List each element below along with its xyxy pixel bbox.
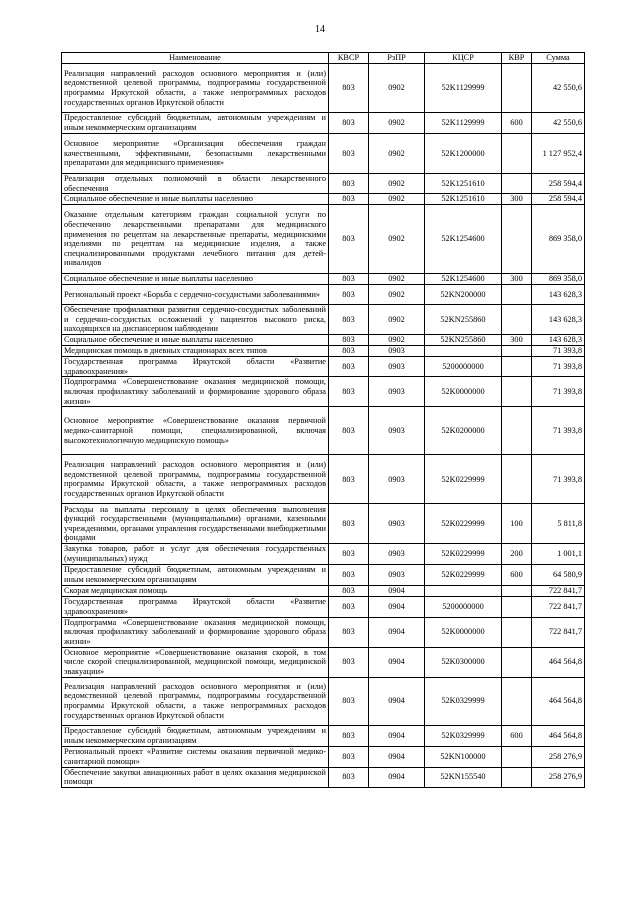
cell-rzpr: 0902: [369, 274, 425, 285]
cell-rzpr: 0904: [369, 596, 425, 617]
cell-kvr: [502, 746, 532, 767]
table-row: [62, 357, 585, 377]
cell-kvr: 600: [502, 725, 532, 746]
cell-kvr: [502, 585, 532, 596]
cell-kvr: [502, 174, 532, 194]
table-row: [62, 746, 585, 767]
table-row: [62, 647, 585, 677]
cell-rzpr: 0904: [369, 746, 425, 767]
cell-kvsr: 803: [329, 596, 369, 617]
cell-kvsr: 803: [329, 767, 369, 787]
cell-kvsr: 803: [329, 725, 369, 746]
cell-kvr: 300: [502, 335, 532, 346]
cell-rzpr: 0902: [369, 64, 425, 113]
cell-sum: 1 127 952,4: [532, 134, 585, 174]
cell-sum: 71 393,8: [532, 346, 585, 357]
cell-name: Расходы на выплаты персоналу в целях обеспечения выполнения функций государственными (муниципальными) органами, казенными учреждениями, органами управления государственными внебюджетными фондами: [62, 504, 329, 544]
cell-sum: 722 841,7: [532, 617, 585, 647]
cell-kvsr: 803: [329, 647, 369, 677]
table-row: [62, 455, 585, 504]
cell-rzpr: 0902: [369, 305, 425, 335]
table-row: [62, 285, 585, 305]
page-number: 14: [315, 24, 325, 35]
cell-kvsr: 803: [329, 134, 369, 174]
cell-kvr: 600: [502, 564, 532, 585]
cell-kvr: [502, 377, 532, 407]
cell-kcsr: 5200000000: [425, 357, 502, 377]
cell-kvr: [502, 205, 532, 274]
cell-kvr: [502, 285, 532, 305]
cell-kvr: [502, 677, 532, 725]
cell-name: Основное мероприятие «Совершенствование оказания скорой, в том числе скорой специализированной, медицинской помощи, медицинской эвакуации»: [62, 647, 329, 677]
cell-sum: 722 841,7: [532, 585, 585, 596]
cell-sum: 5 811,8: [532, 504, 585, 544]
cell-rzpr: 0904: [369, 585, 425, 596]
header-name: Наименование: [62, 53, 329, 64]
cell-rzpr: 0902: [369, 113, 425, 134]
cell-rzpr: 0903: [369, 407, 425, 455]
cell-sum: 64 580,9: [532, 564, 585, 585]
table-row: [62, 725, 585, 746]
cell-kcsr: 52KN255860: [425, 335, 502, 346]
cell-kvsr: 803: [329, 677, 369, 725]
cell-rzpr: 0903: [369, 564, 425, 585]
cell-kcsr: 52KN155540: [425, 767, 502, 787]
cell-kcsr: 52K0000000: [425, 377, 502, 407]
table-row: [62, 585, 585, 596]
table-row: [62, 407, 585, 455]
cell-kvr: [502, 647, 532, 677]
table-row: [62, 544, 585, 564]
cell-sum: 71 393,8: [532, 377, 585, 407]
cell-sum: 71 393,8: [532, 455, 585, 504]
header-sum: Сумма: [532, 53, 585, 64]
cell-name: Медицинская помощь в дневных стационарах всех типов: [62, 346, 329, 357]
cell-name: Региональный проект «Борьба с сердечно-сосудистыми заболеваниями»: [62, 285, 329, 305]
cell-kcsr: 52K1200000: [425, 134, 502, 174]
cell-kvr: 600: [502, 113, 532, 134]
cell-rzpr: 0902: [369, 174, 425, 194]
cell-kvsr: 803: [329, 746, 369, 767]
cell-sum: 42 550,6: [532, 113, 585, 134]
table-row: [62, 377, 585, 407]
cell-kvr: [502, 407, 532, 455]
cell-kcsr: 52K1254600: [425, 205, 502, 274]
cell-kvr: 100: [502, 504, 532, 544]
cell-sum: 143 628,3: [532, 305, 585, 335]
cell-name: Реализация направлений расходов основного мероприятия и (или) ведомственной целевой программы, подпрограммы государственной программы Иркутской области, а также непрограммных расходов государственных органов Иркутской области: [62, 455, 329, 504]
table-row: [62, 564, 585, 585]
header-kvr: КВР: [502, 53, 532, 64]
cell-name: Подпрограмма «Совершенствование оказания медицинской помощи, включая профилактику заболеваний и формирование здорового образа жизни»: [62, 377, 329, 407]
table-row: [62, 205, 585, 274]
cell-name: Государственная программа Иркутской области «Развитие здравоохранения»: [62, 596, 329, 617]
cell-kvr: [502, 134, 532, 174]
cell-name: Основное мероприятие «Организация обеспечения граждан качественными, эффективными, безопасными лекарственными препаратами для медицинского применения»: [62, 134, 329, 174]
cell-rzpr: 0902: [369, 194, 425, 205]
cell-kvr: [502, 596, 532, 617]
cell-kvsr: 803: [329, 504, 369, 544]
cell-kcsr: [425, 346, 502, 357]
cell-kvsr: 803: [329, 455, 369, 504]
budget-table: [61, 52, 585, 788]
cell-sum: 258 594,4: [532, 194, 585, 205]
cell-rzpr: 0903: [369, 377, 425, 407]
cell-kcsr: 52K0329999: [425, 725, 502, 746]
table-row: [62, 305, 585, 335]
cell-kcsr: 52K0229999: [425, 504, 502, 544]
cell-rzpr: 0902: [369, 134, 425, 174]
cell-kvsr: 803: [329, 346, 369, 357]
cell-kvsr: 803: [329, 305, 369, 335]
cell-name: Социальное обеспечение и иные выплаты населению: [62, 335, 329, 346]
cell-name: Государственная программа Иркутской области «Развитие здравоохранения»: [62, 357, 329, 377]
cell-kvsr: 803: [329, 585, 369, 596]
cell-sum: 869 358,0: [532, 274, 585, 285]
cell-sum: 464 564,8: [532, 647, 585, 677]
table-row: [62, 504, 585, 544]
cell-name: Обеспечение профилактики развития сердечно-сосудистых заболеваний и сердечно-сосудистых осложнений у пациентов высокого риска, находящихся на диспансерном наблюдении: [62, 305, 329, 335]
cell-kcsr: 52K0229999: [425, 544, 502, 564]
cell-name: Оказание отдельным категориям граждан социальной услуги по обеспечению лекарственными препаратами для медицинского применения по рецептам на лекарственные препараты, медицинскими изделиями по рецептам на медицинские изделия, а также специализированными продуктами лечебного питания для детей-инвалидов: [62, 205, 329, 274]
cell-kvsr: 803: [329, 274, 369, 285]
cell-kvsr: 803: [329, 544, 369, 564]
cell-kvsr: 803: [329, 357, 369, 377]
cell-kvsr: 803: [329, 64, 369, 113]
cell-kcsr: 52K0000000: [425, 617, 502, 647]
cell-rzpr: 0904: [369, 647, 425, 677]
cell-kvr: 300: [502, 194, 532, 205]
cell-kvsr: 803: [329, 194, 369, 205]
cell-kvr: [502, 357, 532, 377]
cell-kcsr: 52K1251610: [425, 194, 502, 205]
cell-kcsr: 52K1129999: [425, 64, 502, 113]
cell-sum: 258 276,9: [532, 746, 585, 767]
cell-kcsr: 52K0300000: [425, 647, 502, 677]
table-row: [62, 113, 585, 134]
cell-name: Подпрограмма «Совершенствование оказания медицинской помощи, включая профилактику заболеваний и формирование здорового образа жизни»: [62, 617, 329, 647]
cell-name: Предоставление субсидий бюджетным, автономным учреждениям и иным некоммерческим организациям: [62, 113, 329, 134]
cell-sum: 869 358,0: [532, 205, 585, 274]
cell-kvr: [502, 617, 532, 647]
cell-kcsr: 52K0200000: [425, 407, 502, 455]
cell-kvr: [502, 64, 532, 113]
table-row: [62, 194, 585, 205]
cell-name: Обеспечение закупки авиационных работ в целях оказания медицинской помощи: [62, 767, 329, 787]
cell-name: Социальное обеспечение и иные выплаты населению: [62, 194, 329, 205]
cell-kcsr: 52K0329999: [425, 677, 502, 725]
cell-kcsr: 52KN100000: [425, 746, 502, 767]
cell-rzpr: 0902: [369, 285, 425, 305]
cell-rzpr: 0903: [369, 544, 425, 564]
cell-kvsr: 803: [329, 377, 369, 407]
cell-kcsr: 52K1254600: [425, 274, 502, 285]
cell-name: Реализация направлений расходов основного мероприятия и (или) ведомственной целевой программы, подпрограммы государственной программы Иркутской области, а также непрограммных расходов государственных органов Иркутской области: [62, 677, 329, 725]
cell-kcsr: 52K0229999: [425, 455, 502, 504]
cell-rzpr: 0903: [369, 346, 425, 357]
table-row: [62, 134, 585, 174]
cell-kvsr: 803: [329, 617, 369, 647]
table-row: [62, 617, 585, 647]
header-rzpr: РзПР: [369, 53, 425, 64]
cell-kcsr: 52K1129999: [425, 113, 502, 134]
table-row: [62, 346, 585, 357]
cell-kvsr: 803: [329, 174, 369, 194]
cell-rzpr: 0904: [369, 617, 425, 647]
cell-name: Предоставление субсидий бюджетным, автономным учреждениям и иным некоммерческим организациям: [62, 564, 329, 585]
cell-kvsr: 803: [329, 564, 369, 585]
cell-sum: 143 628,3: [532, 285, 585, 305]
cell-kvr: [502, 305, 532, 335]
cell-kvr: [502, 767, 532, 787]
cell-sum: 42 550,6: [532, 64, 585, 113]
cell-sum: 258 276,9: [532, 767, 585, 787]
table-row: [62, 335, 585, 346]
cell-rzpr: 0902: [369, 335, 425, 346]
cell-name: Основное мероприятие «Совершенствование оказания первичной медико-санитарной помощи, специализированной, включая высокотехнологичную медицинскую помощь»: [62, 407, 329, 455]
cell-sum: 722 841,7: [532, 596, 585, 617]
cell-name: Предоставление субсидий бюджетным, автономным учреждениям и иным некоммерческим организациям: [62, 725, 329, 746]
cell-sum: 71 393,8: [532, 357, 585, 377]
cell-kcsr: 52KN200000: [425, 285, 502, 305]
cell-kvsr: 803: [329, 335, 369, 346]
cell-rzpr: 0903: [369, 357, 425, 377]
cell-name: Скорая медицинская помощь: [62, 585, 329, 596]
cell-rzpr: 0904: [369, 725, 425, 746]
cell-sum: 1 001,1: [532, 544, 585, 564]
cell-rzpr: 0904: [369, 677, 425, 725]
cell-name: Социальное обеспечение и иные выплаты населению: [62, 274, 329, 285]
table-row: [62, 274, 585, 285]
cell-kvr: 200: [502, 544, 532, 564]
cell-name: Реализация направлений расходов основного мероприятия и (или) ведомственной целевой программы, подпрограммы государственной программы Иркутской области, а также непрограммных расходов государственных органов Иркутской области: [62, 64, 329, 113]
cell-name: Закупка товаров, работ и услуг для обеспечения государственных (муниципальных) нужд: [62, 544, 329, 564]
cell-kcsr: 52K0229999: [425, 564, 502, 585]
cell-rzpr: 0902: [369, 205, 425, 274]
table-row: [62, 596, 585, 617]
cell-kvsr: 803: [329, 205, 369, 274]
cell-kvr: 300: [502, 274, 532, 285]
cell-sum: 258 594,4: [532, 174, 585, 194]
cell-kvr: [502, 346, 532, 357]
cell-rzpr: 0904: [369, 767, 425, 787]
cell-name: Региональный проект «Развитие системы оказания первичной медико-санитарной помощи»: [62, 746, 329, 767]
cell-kvsr: 803: [329, 285, 369, 305]
cell-kvr: [502, 455, 532, 504]
cell-name: Реализация отдельных полномочий в области лекарственного обеспечения: [62, 174, 329, 194]
table-body: [62, 64, 585, 788]
cell-kcsr: 5200000000: [425, 596, 502, 617]
table-row: [62, 677, 585, 725]
table-header-row: [62, 53, 585, 64]
cell-sum: 464 564,8: [532, 677, 585, 725]
cell-kcsr: 52KN255860: [425, 305, 502, 335]
table-row: [62, 174, 585, 194]
cell-rzpr: 0903: [369, 504, 425, 544]
cell-sum: 143 628,3: [532, 335, 585, 346]
cell-kcsr: 52K1251610: [425, 174, 502, 194]
cell-rzpr: 0903: [369, 455, 425, 504]
table-row: [62, 64, 585, 113]
cell-sum: 464 564,8: [532, 725, 585, 746]
cell-sum: 71 393,8: [532, 407, 585, 455]
cell-kvsr: 803: [329, 113, 369, 134]
cell-kvsr: 803: [329, 407, 369, 455]
cell-kcsr: [425, 585, 502, 596]
table-row: [62, 767, 585, 787]
header-kcsr: КЦСР: [425, 53, 502, 64]
header-kvsr: КВСР: [329, 53, 369, 64]
